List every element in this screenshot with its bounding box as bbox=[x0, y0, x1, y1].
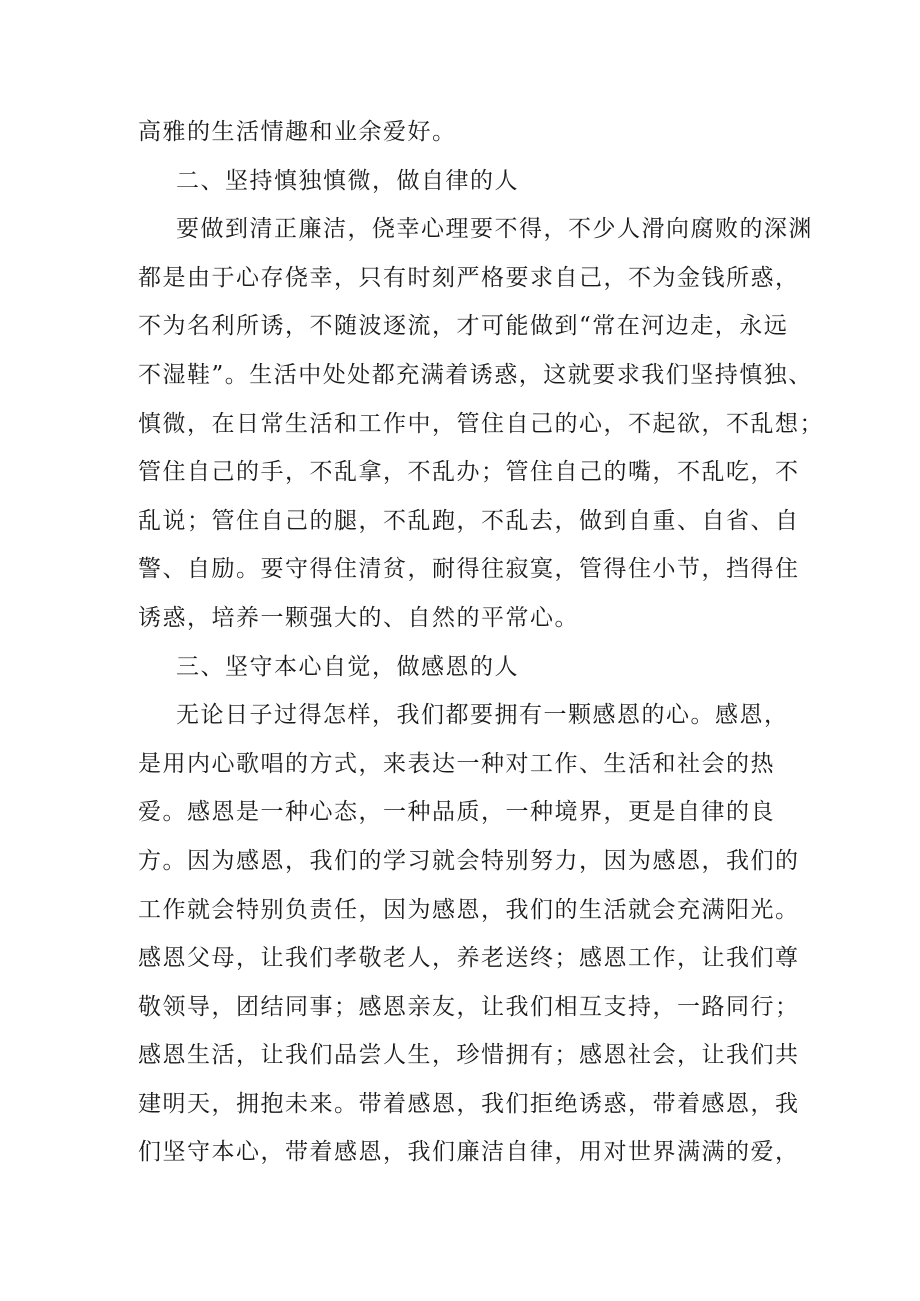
text-line: 们坚守本心，带着感恩，我们廉洁自律，用对世界满满的爱， bbox=[138, 1139, 800, 1166]
text-line: 管住自己的手，不乱拿，不乱办；管住自己的嘴，不乱吃，不 bbox=[138, 459, 800, 486]
body-text bbox=[138, 108, 824, 1177]
text-line: 建明天，拥抱未来。带着感恩，我们拒绝诱惑，带着感恩，我 bbox=[138, 1090, 800, 1117]
text-line: 乱说；管住自己的腿，不乱跑，不乱去，做到自重、自省、自 bbox=[138, 507, 800, 534]
text-line: 工作就会特别负责任，因为感恩，我们的生活就会充满阳光。 bbox=[138, 896, 800, 923]
text-line: 警、自励。要守得住清贫，耐得往寂寞，管得住小节，挡得住 bbox=[138, 556, 800, 583]
text-line: 感恩生活，让我们品尝人生，珍惜拥有；感恩社会，让我们共 bbox=[138, 1042, 800, 1069]
paragraph-first-line: 三、坚守本心自觉，做感恩的人 bbox=[176, 653, 519, 680]
text-line: 方。因为感恩，我们的学习就会特别努力，因为感恩，我们的 bbox=[138, 847, 800, 874]
paragraph-first-line: 要做到清正廉洁，侥幸心理要不得，不少人滑向腐败的深渊 bbox=[176, 216, 813, 243]
paragraph-first-line: 二、坚持慎独慎微，做自律的人 bbox=[176, 167, 519, 194]
text-line: 不为名利所诱，不随波逐流，才可能做到“常在河边走，永远 bbox=[138, 313, 789, 340]
text-line: 慎微，在日常生活和工作中，管住自己的心，不起欲，不乱想； bbox=[138, 410, 824, 437]
text-line: 敬领导，团结同事；感恩亲友，让我们相互支持，一路同行； bbox=[138, 993, 800, 1020]
text-line: 是用内心歌唱的方式，来表达一种对工作、生活和社会的热 bbox=[138, 750, 775, 777]
paragraph-first-line: 无论日子过得怎样，我们都要拥有一颗感恩的心。感恩， bbox=[176, 702, 789, 729]
text-line: 爱。感恩是一种心态，一种品质，一种境界，更是自律的良 bbox=[138, 799, 775, 826]
text-line: 感恩父母，让我们孝敬老人，养老送终；感恩工作，让我们尊 bbox=[138, 945, 800, 972]
text-line: 高雅的生活情趣和业余爱好。 bbox=[138, 119, 457, 145]
text-line: 不湿鞋”。生活中处处都充满着诱惑，这就要求我们坚持慎独、 bbox=[138, 361, 813, 388]
text-line: 都是由于心存侥幸，只有时刻严格要求自己，不为金钱所惑， bbox=[138, 264, 800, 291]
text-line: 诱惑，培养一颗强大的、自然的平常心。 bbox=[138, 604, 579, 631]
